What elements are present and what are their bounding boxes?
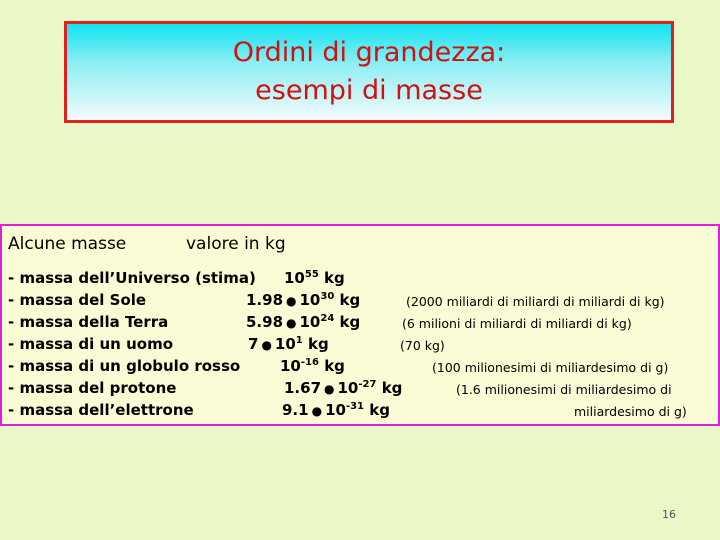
unit: kg	[308, 335, 329, 353]
power-exponent: -16	[300, 357, 319, 368]
row-value	[284, 269, 345, 287]
power-base: 10	[299, 291, 321, 309]
row-value	[280, 357, 345, 375]
row-value	[282, 401, 390, 419]
table-row	[8, 357, 716, 378]
table-row	[8, 269, 716, 290]
table-row	[8, 335, 716, 356]
unit: kg	[369, 401, 390, 419]
power-base: 10	[299, 313, 321, 331]
multiply-dot-icon: ●	[311, 404, 323, 418]
table-row	[8, 291, 716, 312]
multiply-dot-icon: ●	[261, 338, 272, 352]
header-masses: Alcune masse	[8, 234, 127, 254]
power-exponent: 30	[320, 291, 335, 302]
mantissa: 1.98	[246, 291, 284, 309]
table-row	[8, 379, 716, 400]
row-note: (100 milionesimi di miliardesimo di g)	[432, 360, 669, 375]
row-label: - massa dell’elettrone	[8, 401, 194, 419]
power-base: 10	[280, 357, 301, 375]
power-exponent: 1	[295, 335, 303, 346]
unit: kg	[339, 291, 361, 309]
masses-table	[0, 224, 720, 426]
power-base: 10	[274, 335, 296, 353]
title-line-2: esempi di masse	[255, 75, 483, 106]
multiply-dot-icon: ●	[286, 294, 297, 308]
row-note: (6 milioni di miliardi di miliardi di kg)	[402, 316, 632, 331]
unit: kg	[381, 379, 403, 397]
row-note: (2000 miliardi di miliardi di miliardi di kg)	[406, 294, 665, 309]
row-label: - massa del protone	[8, 379, 177, 397]
multiply-dot-icon: ●	[324, 382, 335, 396]
header-value: valore in kg	[186, 234, 286, 254]
table-row	[8, 313, 716, 334]
mantissa: 1.67	[284, 379, 322, 397]
row-label: - massa dell’Universo (stima)	[8, 269, 256, 287]
unit: kg	[324, 269, 345, 287]
row-note-continued: miliardesimo di g)	[574, 404, 687, 419]
title-line-1: Ordini di grandezza:	[232, 37, 506, 68]
row-label: - massa di un uomo	[8, 335, 173, 353]
power-exponent: -27	[358, 379, 377, 390]
table-row	[8, 401, 716, 422]
mantissa: 9.1	[282, 401, 309, 419]
power-base: 10	[337, 379, 359, 397]
title-box	[64, 21, 674, 123]
power-base: 10	[325, 401, 346, 419]
row-value	[284, 379, 402, 397]
page-number: 16	[662, 508, 676, 521]
row-value	[246, 313, 360, 331]
mantissa: 7	[248, 335, 259, 353]
unit: kg	[324, 357, 345, 375]
row-label: - massa della Terra	[8, 313, 169, 331]
row-value	[246, 291, 360, 309]
row-note: (1.6 milionesimi di miliardesimo di	[456, 382, 672, 397]
power-exponent: 24	[320, 313, 335, 324]
power-exponent: 55	[304, 269, 319, 280]
mantissa: 5.98	[246, 313, 284, 331]
unit: kg	[339, 313, 361, 331]
row-value	[248, 335, 329, 353]
row-label: - massa del Sole	[8, 291, 147, 309]
power-exponent: -31	[345, 401, 365, 412]
row-label: - massa di un globulo rosso	[8, 357, 241, 375]
power-base: 10	[284, 269, 305, 287]
row-note: (70 kg)	[400, 338, 445, 353]
multiply-dot-icon: ●	[286, 316, 297, 330]
